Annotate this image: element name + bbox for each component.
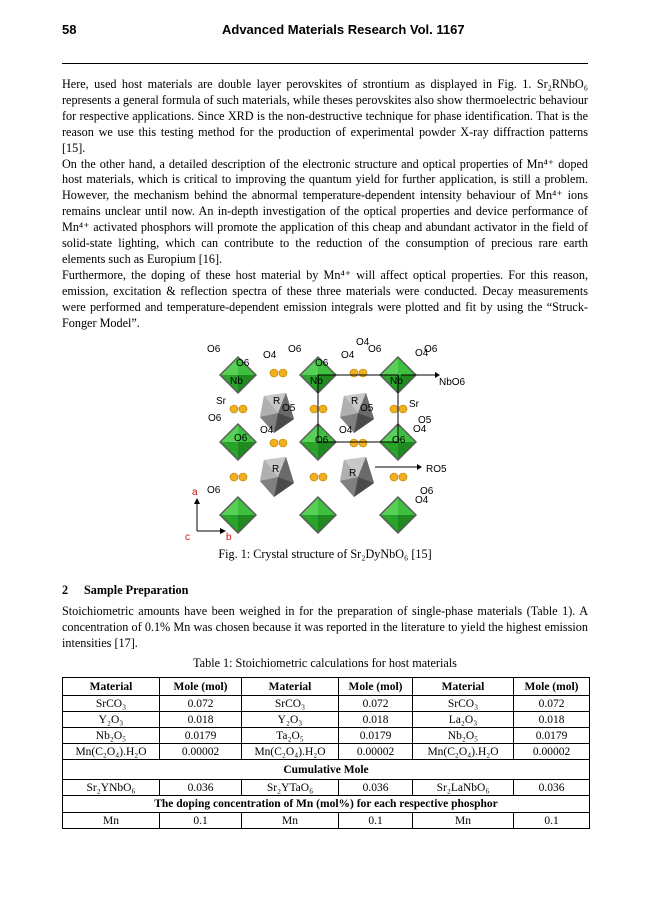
table-row bbox=[63, 813, 590, 829]
paragraph-3: Furthermore, the doping of these host material by Mn⁴⁺ will affect optical properties. For this reason, emission, excitation & reflection spectra of these three materials were conducted. Decay measurements were performed and temperature-dependent emission integrals were plotted and fit by using the “Struck-Fonger Model”. bbox=[62, 267, 588, 330]
axis-b-label: b bbox=[226, 532, 232, 543]
table-row bbox=[63, 744, 590, 760]
label-o6: O6 bbox=[315, 435, 329, 446]
table-cell: Ta₂O₅ bbox=[242, 728, 339, 744]
table-cell: 0.018 bbox=[160, 712, 242, 728]
doping-heading: The doping concentration of Mn (mol%) for each respective phosphor bbox=[63, 796, 590, 813]
table-cell: Y₂O₃ bbox=[242, 712, 339, 728]
table-cell: 0.018 bbox=[339, 712, 413, 728]
label-o6: O6 bbox=[234, 433, 248, 444]
table-cell: 0.036 bbox=[160, 780, 242, 796]
table-cell: 0.0179 bbox=[339, 728, 413, 744]
section-number: 2 bbox=[62, 583, 69, 597]
label-sr: Sr bbox=[409, 399, 419, 410]
table-cell: 0.1 bbox=[160, 813, 242, 829]
table-cell: Mn(C₂O₄).H₂O bbox=[413, 744, 514, 760]
table-cell: 0.0179 bbox=[160, 728, 242, 744]
cumulative-mole-heading: Cumulative Mole bbox=[63, 760, 590, 780]
table-row bbox=[63, 780, 590, 796]
header-cell: Material bbox=[63, 678, 160, 696]
label-ro5: RO5 bbox=[426, 464, 447, 475]
table-row bbox=[63, 696, 590, 712]
label-r: R bbox=[273, 396, 281, 407]
label-o4: O4 bbox=[356, 337, 370, 348]
label-o6: O6 bbox=[288, 344, 302, 355]
label-o4: O4 bbox=[260, 425, 274, 436]
figure-caption: Fig. 1: Crystal structure of Sr₂DyNbO₆ [15] bbox=[218, 547, 432, 561]
table-cell: Sr₂YTaO₆ bbox=[242, 780, 339, 796]
paragraph-2: On the other hand, a detailed description of the electronic structure and optical properties of Mn⁴⁺ doped host materials, which is critical to improving the quantum yield for further application, is still a problem. However, the mechanism behind the abnormal temperature-dependent intensity behaviour of Mn⁴⁺ ions remains unclear until now. An in-depth investigation of the optical properties and device performance of Mn⁴⁺ activated phosphors will promote the application of this cheap and abundant activator in the field of solid-state lighting, which can contribute to the reduction of the consumption of precious rare earth elements such as Europium [16]. bbox=[62, 156, 588, 266]
table-cell: 0.00002 bbox=[160, 744, 242, 760]
nbo6-octahedron bbox=[379, 496, 417, 534]
label-nb: Nb bbox=[230, 376, 243, 387]
label-o6: O6 bbox=[420, 486, 434, 497]
table-row bbox=[63, 712, 590, 728]
label-nb: Nb bbox=[310, 376, 323, 387]
label-o6: O6 bbox=[392, 435, 406, 446]
page-number: 58 bbox=[62, 22, 77, 37]
axis-a-arrow bbox=[194, 498, 200, 504]
label-o4: O4 bbox=[263, 350, 277, 361]
table-cell: Mn bbox=[413, 813, 514, 829]
table-cell: SrCO₃ bbox=[413, 696, 514, 712]
axis-a-label: a bbox=[192, 487, 198, 498]
table-cell: 0.036 bbox=[514, 780, 590, 796]
table-cell: 0.036 bbox=[339, 780, 413, 796]
label-o4: O4 bbox=[413, 424, 427, 435]
table-cell: 0.0179 bbox=[514, 728, 590, 744]
table-cell: Sr₂YNbO₆ bbox=[63, 780, 160, 796]
label-o6: O6 bbox=[208, 413, 222, 424]
label-o6: O6 bbox=[236, 358, 250, 369]
table-cell: 0.00002 bbox=[514, 744, 590, 760]
header-cell: Mole (mol) bbox=[339, 678, 413, 696]
table-cell: 0.00002 bbox=[339, 744, 413, 760]
table-cell: La₂O₃ bbox=[413, 712, 514, 728]
crystal-structure-figure bbox=[185, 335, 465, 545]
stoichiometry-table bbox=[62, 677, 590, 829]
table-cell: Nb₂O₅ bbox=[413, 728, 514, 744]
label-o6: O6 bbox=[207, 344, 221, 355]
label-o4: O4 bbox=[339, 425, 353, 436]
label-nb: Nb bbox=[390, 376, 403, 387]
sr-atom bbox=[270, 439, 287, 447]
label-r: R bbox=[272, 464, 280, 475]
table-cell: 0.1 bbox=[339, 813, 413, 829]
sr-atom bbox=[350, 439, 367, 447]
label-o6: O6 bbox=[424, 344, 438, 355]
table-cell: SrCO₃ bbox=[63, 696, 160, 712]
table-cell: Mn(C₂O₄).H₂O bbox=[242, 744, 339, 760]
label-o5: O5 bbox=[418, 415, 432, 426]
sr-atom bbox=[230, 405, 247, 413]
sr-atom bbox=[230, 473, 247, 481]
label-sr: Sr bbox=[216, 396, 226, 407]
header-cell: Mole (mol) bbox=[514, 678, 590, 696]
table-cell: 0.018 bbox=[514, 712, 590, 728]
label-o4: O4 bbox=[341, 350, 355, 361]
header-rule bbox=[62, 63, 588, 64]
sr-atom bbox=[310, 473, 327, 481]
ro5-polyhedron bbox=[340, 457, 374, 497]
body-text bbox=[62, 77, 588, 332]
section-heading bbox=[62, 583, 188, 598]
table-section-row bbox=[63, 796, 590, 813]
running-header bbox=[62, 22, 588, 40]
table-cell: SrCO₃ bbox=[242, 696, 339, 712]
journal-title: Advanced Materials Research Vol. 1167 bbox=[222, 22, 465, 37]
table-cell: Nb₂O₅ bbox=[63, 728, 160, 744]
label-o6: O6 bbox=[207, 485, 221, 496]
table-cell: 0.072 bbox=[514, 696, 590, 712]
label-o4: O4 bbox=[415, 348, 429, 359]
table-section-row bbox=[63, 760, 590, 780]
header-cell: Material bbox=[413, 678, 514, 696]
table-header-row bbox=[63, 678, 590, 696]
header-cell: Material bbox=[242, 678, 339, 696]
ro5-polyhedron bbox=[260, 457, 294, 497]
nbo6-octahedron bbox=[299, 496, 337, 534]
label-nbo6: NbO6 bbox=[439, 377, 465, 388]
label-o5: O5 bbox=[282, 403, 296, 414]
sr-atom bbox=[270, 369, 287, 377]
label-r: R bbox=[349, 468, 357, 479]
table-caption: Table 1: Stoichiometric calculations for host materials bbox=[193, 656, 457, 670]
table-row bbox=[63, 728, 590, 744]
sr-atom bbox=[390, 473, 407, 481]
table-cell: Y₂O₃ bbox=[63, 712, 160, 728]
paragraph-1: Here, used host materials are double layer perovskites of strontium as displayed in Fig. 1. Sr₂RNbO₆ represents a general formula of such materials, while theses perovskites also show thermoelectric behaviour for respective applications. Since XRD is the non-destructive technique for phase identification. That is the reason we use this testing method for the production of experimental powder X-ray diffraction patterns [15]. bbox=[62, 77, 588, 155]
table-cell: 0.072 bbox=[339, 696, 413, 712]
table-cell: Sr₂LaNbO₆ bbox=[413, 780, 514, 796]
nbo6-octahedron bbox=[219, 496, 257, 534]
label-o4: O4 bbox=[415, 495, 429, 506]
section-title: Sample Preparation bbox=[84, 583, 189, 597]
table-cell: Mn(C₂O₄).H₂O bbox=[63, 744, 160, 760]
label-o6: O6 bbox=[368, 344, 382, 355]
sr-atom bbox=[350, 369, 367, 377]
section-paragraph: Stoichiometric amounts have been weighed in for the preparation of single-phase materials (Table 1). A concentration of 0.1% Mn was chosen because it was reported in the literature to yield the highest emission intensities [17]. bbox=[62, 604, 588, 650]
axis-c-label: c bbox=[185, 532, 190, 543]
header-cell: Mole (mol) bbox=[160, 678, 242, 696]
table-cell: 0.1 bbox=[514, 813, 590, 829]
table-cell: 0.072 bbox=[160, 696, 242, 712]
table-cell: Mn bbox=[63, 813, 160, 829]
label-o5: O5 bbox=[360, 403, 374, 414]
label-r: R bbox=[351, 396, 359, 407]
ro5-arrow-head bbox=[417, 464, 422, 470]
table-cell: Mn bbox=[242, 813, 339, 829]
label-o6: O6 bbox=[315, 358, 329, 369]
